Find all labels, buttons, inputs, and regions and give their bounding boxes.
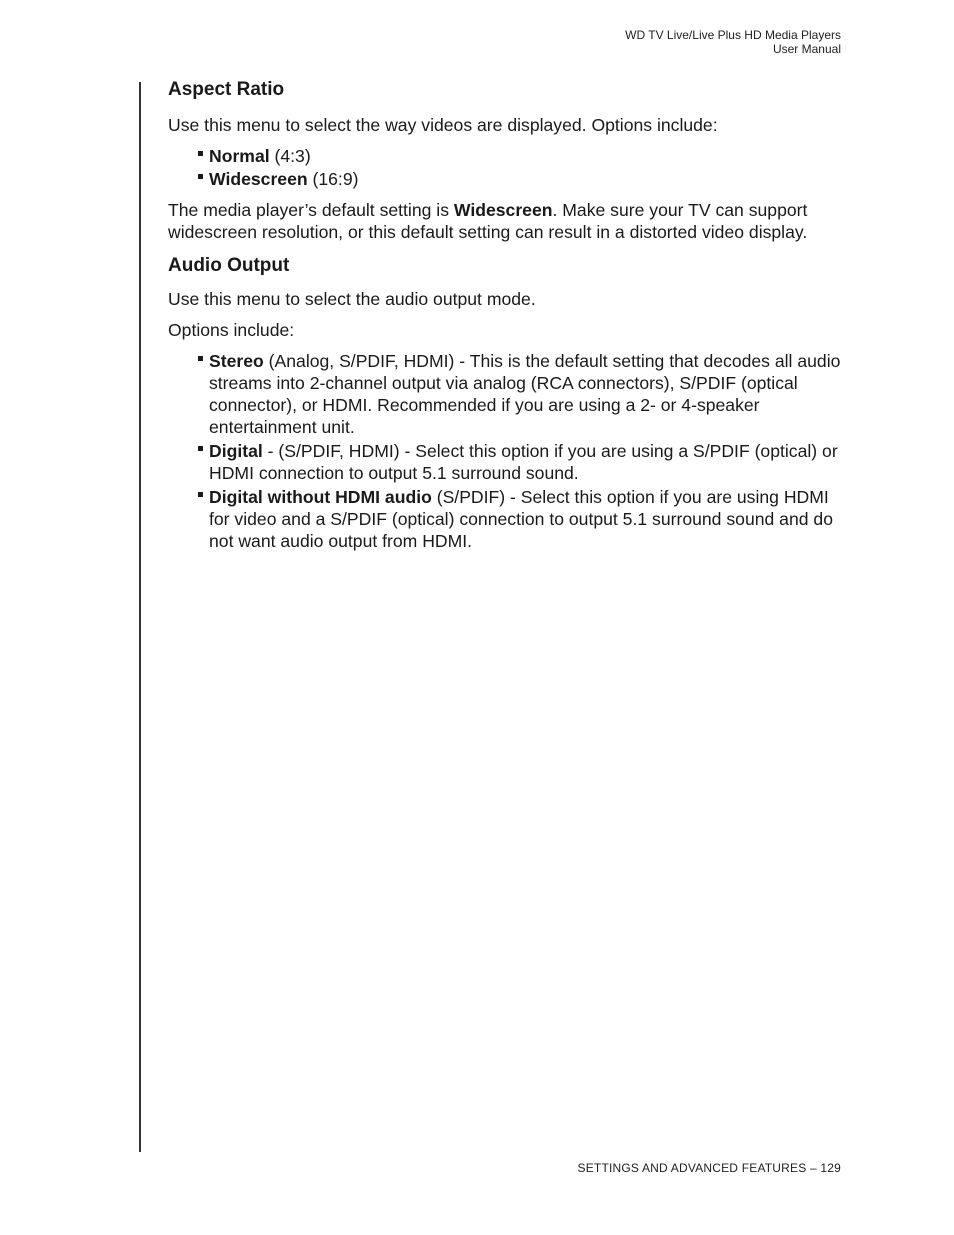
page-header xyxy=(625,28,841,56)
section-aspect-ratio xyxy=(168,78,843,243)
header-product-title: WD TV Live/Live Plus HD Media Players xyxy=(625,28,841,42)
aspect-ratio-default xyxy=(168,199,843,243)
option-detail: (Analog, S/PDIF, HDMI) - This is the default setting that decodes all audio streams into 2-channel output via analog (RCA connectors), S/PDIF (optical connector), or HDMI. Recommended if you are using a 2- or 4-speaker entertainment unit. xyxy=(209,351,841,437)
default-text-pre: The media player’s default setting is xyxy=(168,200,454,220)
default-value: Widescreen xyxy=(453,200,553,220)
audio-output-options-intro: Options include: xyxy=(168,320,295,340)
list-item xyxy=(168,440,843,484)
page-content xyxy=(168,78,843,552)
aspect-ratio-options xyxy=(168,145,843,190)
audio-output-options xyxy=(168,350,843,552)
list-item xyxy=(168,145,843,167)
option-label: Digital without HDMI audio xyxy=(209,487,432,507)
option-detail: - (S/PDIF, HDMI) - Select this option if you are using a S/PDIF (optical) or HDMI connection to output 5.1 surround sound. xyxy=(209,441,838,483)
option-label: Digital xyxy=(209,441,263,461)
heading-aspect-ratio: Aspect Ratio xyxy=(168,79,285,100)
header-doc-type: User Manual xyxy=(772,42,841,56)
option-label: Widescreen xyxy=(209,169,308,189)
option-label: Normal xyxy=(209,146,270,166)
section-audio-output xyxy=(168,254,843,552)
aspect-ratio-intro: Use this menu to select the way videos are displayed. Options include: xyxy=(168,115,718,135)
list-item xyxy=(168,168,843,190)
margin-rule xyxy=(139,82,141,1152)
option-detail: (S/PDIF) - Select this option if you are using HDMI for video and a S/PDIF (optical) connection to output 5.1 surround sound and do not want audio output from HDMI. xyxy=(209,487,833,551)
heading-audio-output: Audio Output xyxy=(168,255,290,276)
default-text-post: . Make sure your TV can support widescreen resolution, or this default setting can result in a distorted video display. xyxy=(168,200,808,242)
list-item xyxy=(168,486,843,552)
option-label: Stereo xyxy=(209,351,264,371)
audio-output-intro: Use this menu to select the audio output mode. xyxy=(168,289,536,309)
option-detail: (4:3) xyxy=(269,146,311,166)
list-item xyxy=(168,350,843,438)
option-detail: (16:9) xyxy=(307,169,359,189)
page-footer: SETTINGS AND ADVANCED FEATURES – 129 xyxy=(577,1161,841,1175)
